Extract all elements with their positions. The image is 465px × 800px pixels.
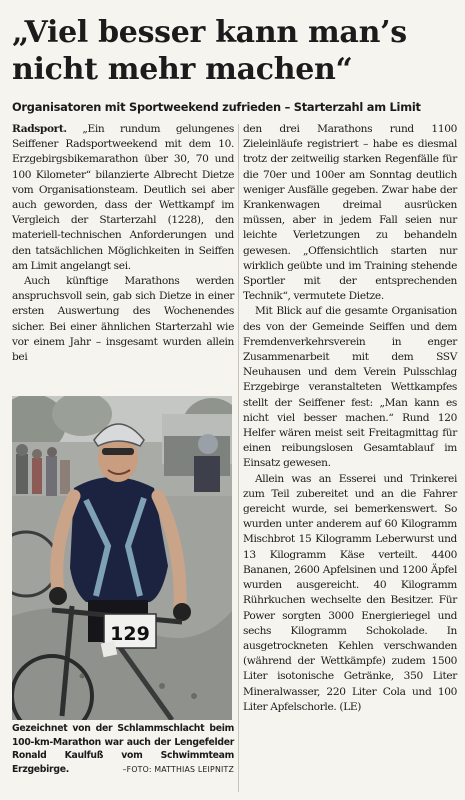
subheadline: Organisatoren mit Sportweekend zufrieden – Starterzahl am Limit [12,100,421,114]
bib-number: 129 [110,623,150,645]
right-paragraph-2: Mit Blick auf die gesamte Organisation des von der Gemeinde Seiffen und dem Fremdenverkehrsverein in enger Zusammenarbeit mit dem SSV Neuhausen und dem Verein Pulsschlag Erzgebirge veranstalteten Wettkampfes stellt der Seiffener fest: „Man kann es nicht viel besser machen.“ Rund 120 Helfer wären meist seit Freitagmittag für einen reibungslosen Gesamtablauf im Einsatz gewesen. [243,305,457,470]
left-column [12,122,234,365]
right-column [243,122,457,715]
right-paragraph-3: Allein was an Esserei und Trinkerei zum Teil zubereitet und an die Fahrer gereicht wurde, sei bemerkenswert. So wurden unter anderem auf 60 Kilogramm Mischbrot 15 Kilogramm Leberwurst und 13 Kilogramm Käse verteilt. 4400 Bananen, 2600 Apfelsinen und 1200 Äpfel wurden ausgereicht. 40 Kilogramm Rührkuchen wechselte den Besitzer. Für Power sorgten 3000 Energieriegel und sechs Kilogramm Schokolade. In ausgetrockneten Kehlen verschwanden (während der Wettkämpfe) zudem 1500 Liter isotonische Getränke, 350 Liter Mineralwasser, 220 Liter Cola und 100 Liter Apfelschorle. (LE) [243,472,457,713]
left-paragraph-2: Auch künftige Marathons werden anspruchsvoll sein, gab sich Dietze in einer ersten Auswertung des Wochenendes sicher. Bei einer ähnlichen Starterzahl wie vor einem Jahr – insgesamt wurden allein bei [12,275,234,364]
photo-caption [12,722,234,776]
photo-credit: –FOTO: MATTHIAS LEIPNITZ [122,764,234,774]
headline: „Viel besser kann man’s nicht mehr machen“ [12,15,407,87]
cyclist-photo [12,396,232,720]
caption-text: Gezeichnet von der Schlammschlacht beim 100-km-Marathon war auch der Lengefelder Ronald Kaulfuß vom Schwimmteam Erzgebirge. [12,723,234,775]
left-paragraph-1 [12,122,234,274]
column-divider [238,124,239,792]
left-paragraph-1-text: „Ein rundum gelungenes Seiffener Radsportweekend mit dem 10. Erzgebirgsbikemarathon über 30, 70 und 100 Kilometer“ bilanzierte Albrecht Dietze vom Organisationsteam. Deutlich sei aber auch geworden, dass der Wettkampf im Vergleich der Starterzahl (1228), den materiell-technischen Anforderungen und den tatsächlichen Möglichkeiten in Seiffen am Limit angelangt sei. [12,123,234,272]
right-paragraph-1: den drei Marathons rund 1100 Zieleinläufe registriert – habe es diesmal trotz der zeitweilig starken Regenfälle für die 70er und 100er am Sonntag deutlich weniger Ausfälle gegeben. Zwar habe der Krankenwagen dreimal ausrücken müssen, aber in jedem Fall seien nur leichte Verletzungen zu behandeln gewesen. „Offensichtlich starten nur wirklich geübte und im Training stehende Sportler mit der entsprechenden Technik“, vermutete Dietze. [243,123,457,303]
dateline: Radsport. [12,123,67,135]
cyclist-photo-illustration [12,396,232,720]
